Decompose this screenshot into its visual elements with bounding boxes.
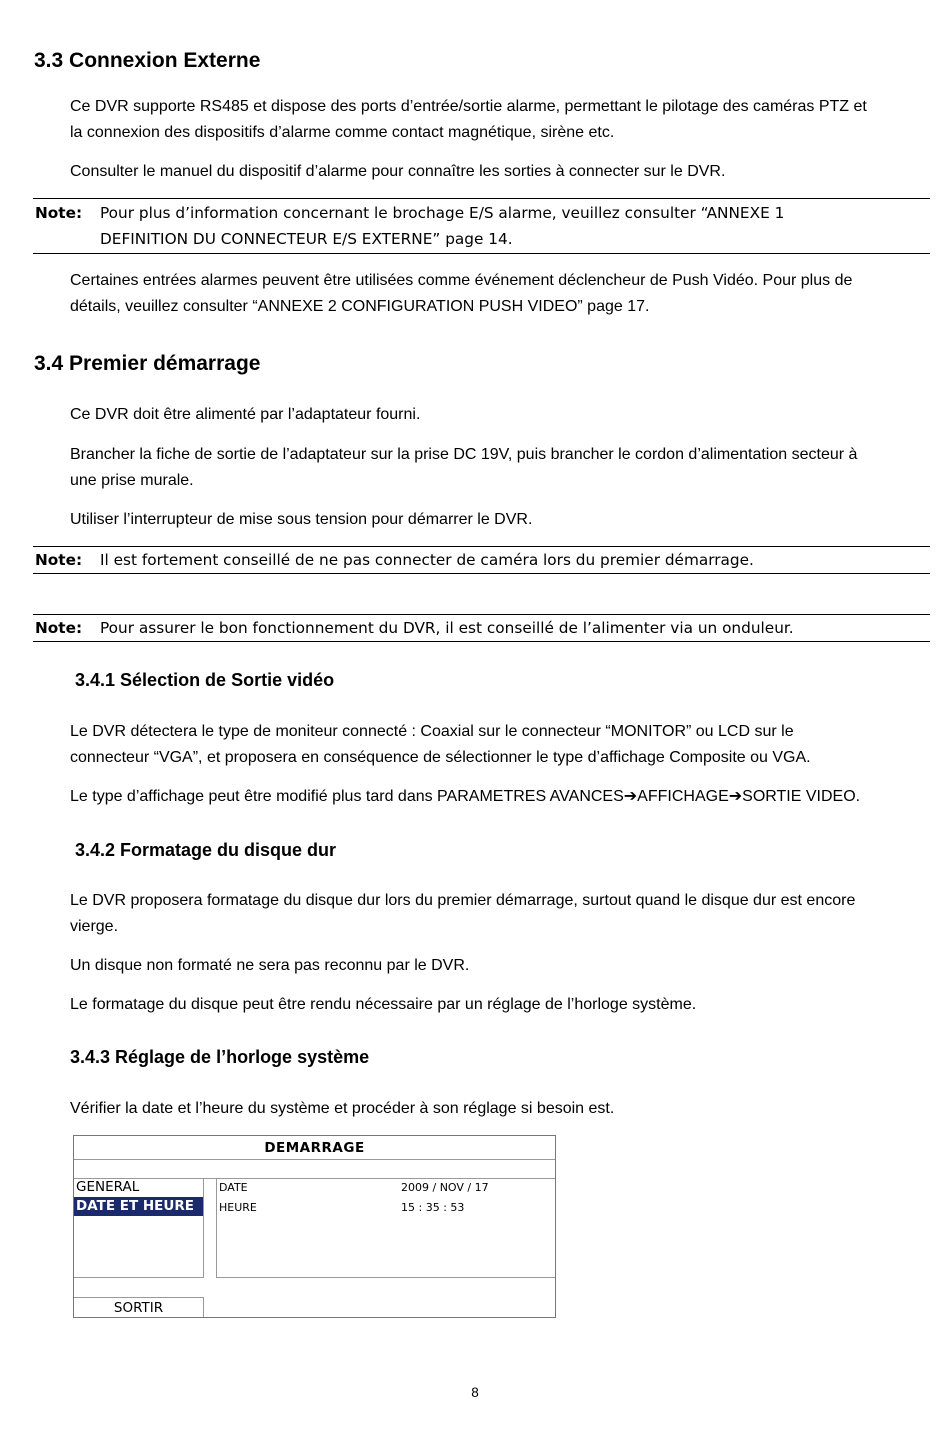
paragraph <box>70 953 932 979</box>
paragraph-line: vierge. <box>70 918 119 935</box>
paragraph-line: Le type d’affichage peut être modifié plus tard dans PARAMETRES AVANCES➔AFFICHAGE➔SORTIE VIDEO. <box>70 788 861 805</box>
note-text: Il est fortement conseillé de ne pas connecter de caméra lors du premier démarrage. <box>100 551 754 569</box>
dvr-settings-panel <box>216 1178 555 1278</box>
paragraph-line: une prise murale. <box>70 472 194 489</box>
note-text: Pour assurer le bon fonctionnement du DVR, il est conseillé de l’alimenter via un onduleur. <box>100 619 794 637</box>
paragraph <box>70 442 932 494</box>
note-box <box>33 198 930 254</box>
section-heading-3-4-2: 3.4.2 Formatage du disque dur <box>75 840 337 860</box>
paragraph-line: Le DVR proposera formatage du disque dur lors du premier démarrage, surtout quand le disque dur est encore <box>70 892 856 909</box>
note-label: Note: <box>35 551 83 569</box>
setting-row-heure[interactable] <box>217 1198 555 1218</box>
note-box <box>33 546 930 574</box>
paragraph-line: la connexion des dispositifs d’alarme comme contact magnétique, sirène etc. <box>70 124 615 141</box>
paragraph <box>70 402 932 428</box>
setting-value-heure[interactable]: 15 : 35 : 53 <box>401 1201 465 1214</box>
paragraph-line: Consulter le manuel du dispositif d’alarme pour connaître les sorties à connecter sur le DVR. <box>70 163 726 180</box>
dvr-startup-dialog <box>73 1135 556 1318</box>
paragraph-line: Utiliser l’interrupteur de mise sous tension pour démarrer le DVR. <box>70 511 533 528</box>
paragraph <box>70 507 932 533</box>
paragraph <box>70 94 932 146</box>
setting-label: DATE <box>219 1181 248 1194</box>
paragraph-line: Ce DVR doit être alimenté par l’adaptateur fourni. <box>70 406 421 423</box>
divider <box>74 1159 555 1160</box>
section-heading-3-3: 3.3 Connexion Externe <box>34 49 261 72</box>
section-heading-3-4: 3.4 Premier démarrage <box>34 352 261 375</box>
paragraph-line: Brancher la fiche de sortie de l’adaptateur sur la prise DC 19V, puis brancher le cordon d’alimentation secteur à <box>70 446 858 463</box>
paragraph-line: détails, veuillez consulter “ANNEXE 2 CONFIGURATION PUSH VIDEO” page 17. <box>70 298 650 315</box>
paragraph-line: Vérifier la date et l’heure du système et procéder à son réglage si besoin est. <box>70 1100 615 1117</box>
setting-row-date[interactable] <box>217 1178 555 1198</box>
paragraph-line: connecteur “VGA”, et proposera en conséquence de sélectionner le type d’affichage Composite ou VGA. <box>70 749 811 766</box>
menu-item-date-heure[interactable]: DATE ET HEURE <box>74 1197 203 1216</box>
note-row <box>33 615 930 641</box>
setting-value-date[interactable]: 2009 / NOV / 17 <box>401 1181 489 1194</box>
note-row <box>33 226 930 252</box>
paragraph-line: Certaines entrées alarmes peuvent être utilisées comme événement déclencheur de Push Vidéo. Pour plus de <box>70 272 853 289</box>
paragraph <box>70 719 932 771</box>
section-heading-3-4-3: 3.4.3 Réglage de l’horloge système <box>70 1047 370 1067</box>
note-row <box>33 200 930 226</box>
paragraph <box>70 784 932 810</box>
paragraph <box>70 159 932 185</box>
exit-button[interactable]: SORTIR <box>74 1297 204 1317</box>
note-text: DEFINITION DU CONNECTEUR E/S EXTERNE” page 14. <box>100 230 513 248</box>
section-heading-3-4-1: 3.4.1 Sélection de Sortie vidéo <box>75 670 335 690</box>
note-label: Note: <box>35 619 83 637</box>
note-box <box>33 614 930 642</box>
paragraph-line: Le DVR détectera le type de moniteur connecté : Coaxial sur le connecteur “MONITOR” ou LCD sur le <box>70 723 794 740</box>
note-row <box>33 547 930 573</box>
note-label: Note: <box>35 204 83 222</box>
paragraph <box>70 888 932 940</box>
page-number: 8 <box>471 1385 479 1400</box>
paragraph-line: Le formatage du disque peut être rendu nécessaire par un réglage de l’horloge système. <box>70 996 697 1013</box>
dvr-menu-list <box>74 1178 204 1278</box>
paragraph <box>70 1096 932 1122</box>
paragraph <box>70 992 932 1018</box>
paragraph-line: Un disque non formaté ne sera pas reconnu par le DVR. <box>70 957 470 974</box>
paragraph <box>70 268 932 320</box>
dialog-title: DEMARRAGE <box>264 1140 365 1156</box>
paragraph-line: Ce DVR supporte RS485 et dispose des ports d’entrée/sortie alarme, permettant le pilotage des caméras PTZ et <box>70 98 867 115</box>
note-text: Pour plus d’information concernant le brochage E/S alarme, veuillez consulter “ANNEXE 1 <box>100 204 785 222</box>
menu-item-general[interactable]: GENERAL <box>76 1179 140 1195</box>
setting-label: HEURE <box>219 1201 257 1214</box>
